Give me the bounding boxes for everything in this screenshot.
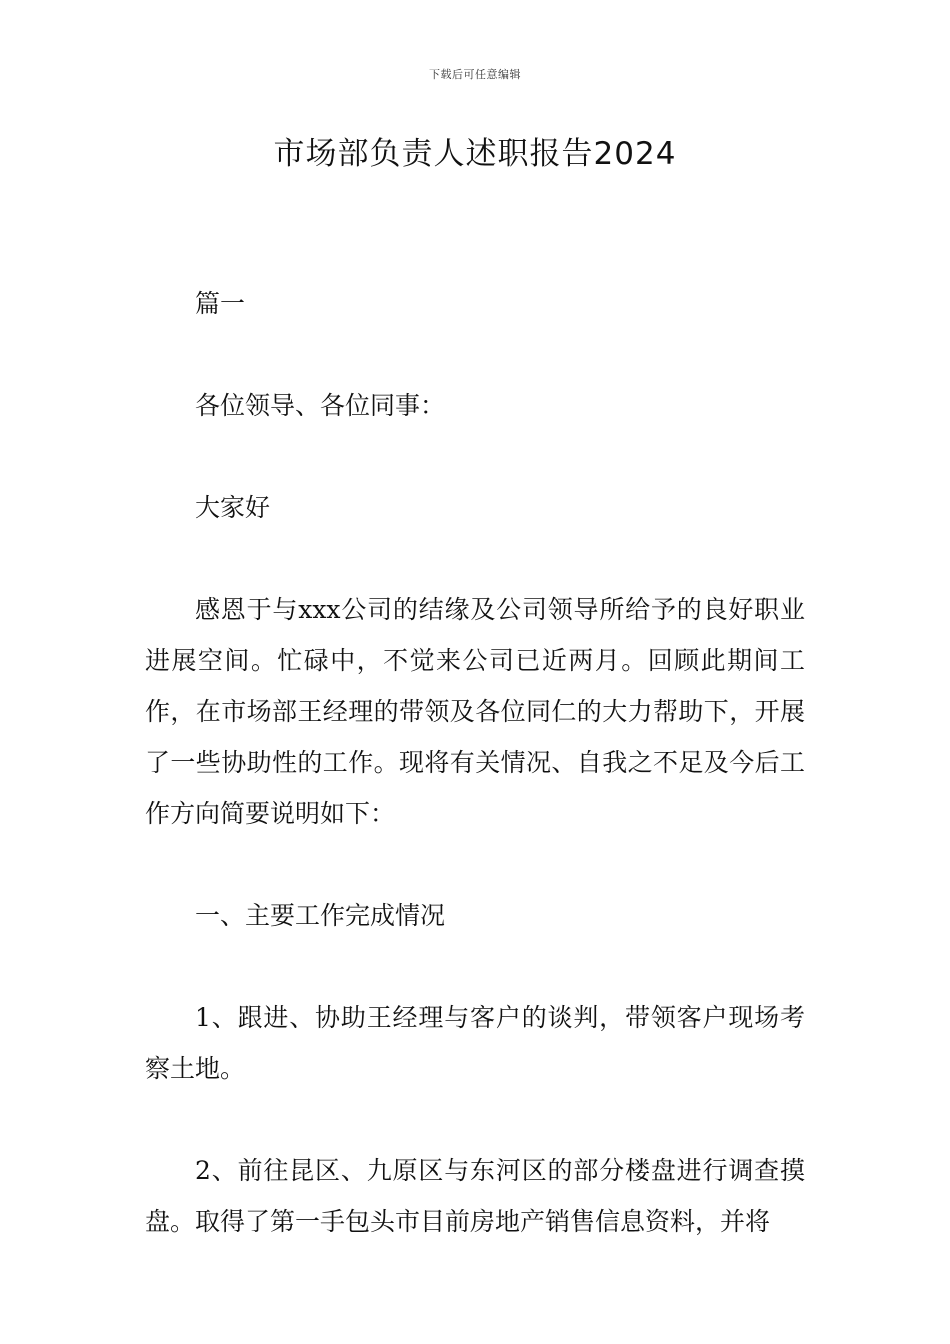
intro-paragraph: 感恩于与xxx公司的结缘及公司领导所给予的良好职业进展空间。忙碌中，不觉来公司已近两月。回顾此期间工作，在市场部王经理的带领及各位同仁的大力帮助下，开展了一些协助性的工作。现将有关情况、自我之不足及今后工作方向简要说明如下：	[145, 595, 805, 828]
list-item: 2、前往昆区、九原区与东河区的部分楼盘进行调查摸盘。取得了第一手包头市目前房地产销售信息资料，并将	[145, 1156, 805, 1236]
list-item: 1、跟进、协助王经理与客户的谈判，带领客户现场考察土地。	[145, 1003, 805, 1083]
section-label: 篇一	[195, 289, 246, 318]
document-body	[145, 278, 805, 1298]
greeting: 大家好	[195, 493, 271, 522]
section-heading: 一、主要工作完成情况	[195, 901, 446, 930]
header-note: 下载后可任意编辑	[429, 68, 521, 81]
salutation: 各位领导、各位同事：	[195, 391, 446, 420]
document-title: 市场部负责人述职报告2024	[273, 136, 677, 172]
